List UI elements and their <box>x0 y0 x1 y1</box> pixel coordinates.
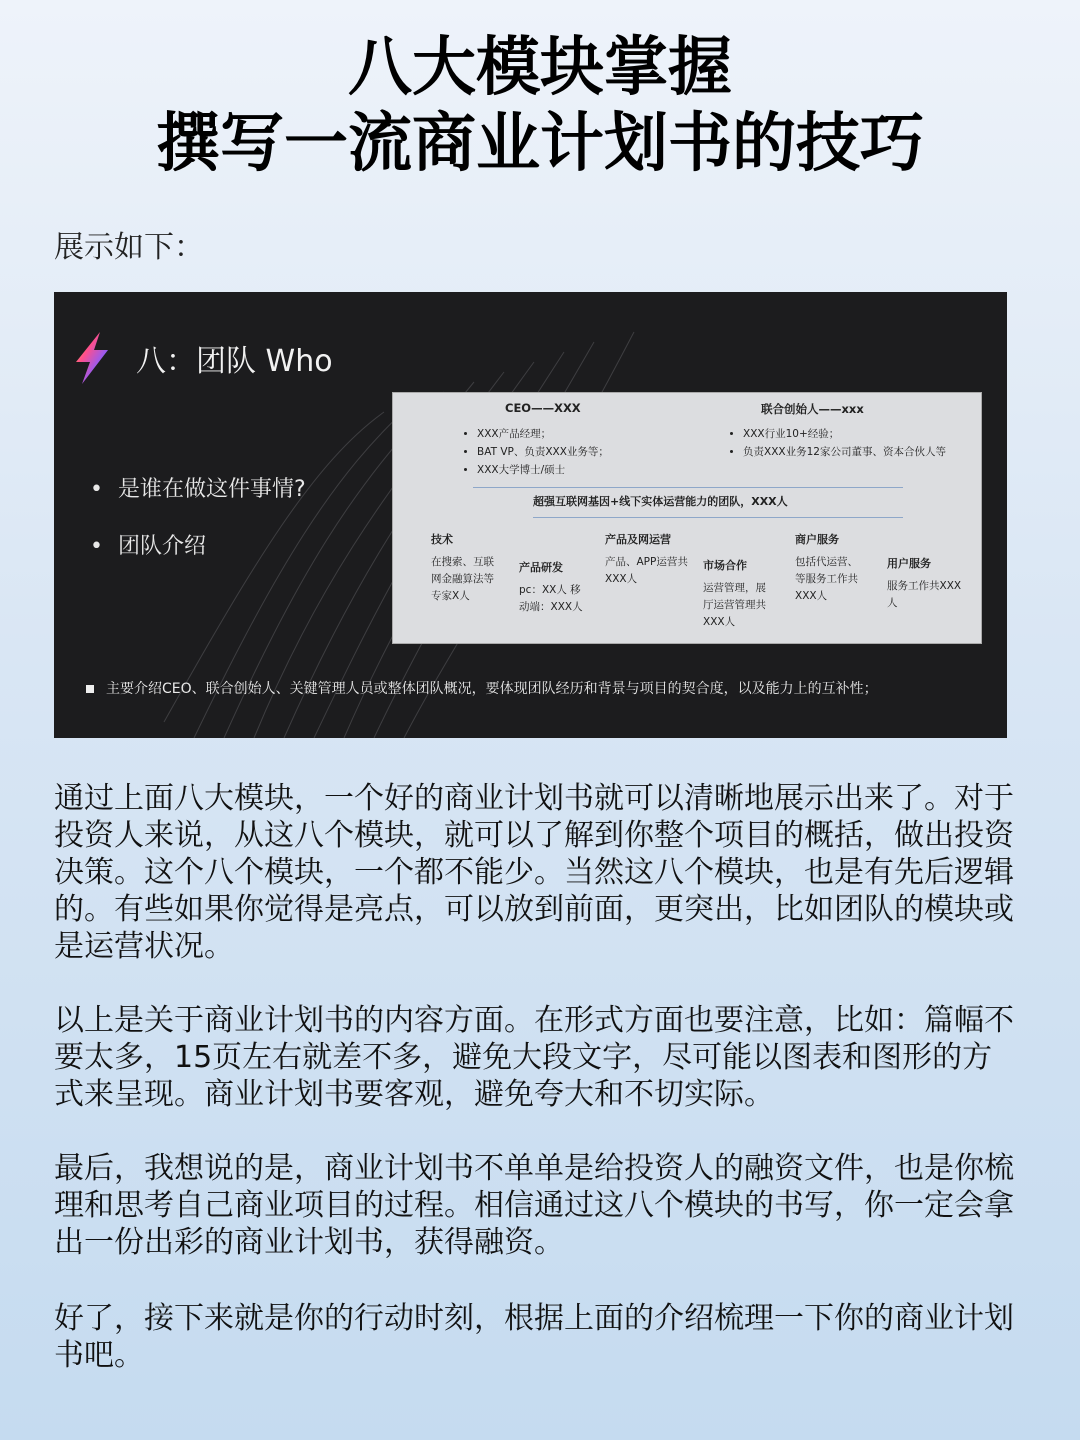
team-column: 产品及网运营 产品、APP运营共XXX人 <box>605 533 688 585</box>
ceo-list: • XXX产品经理； • BAT VP、负责XXX业务等； • XXX大学博士/硕士 <box>463 425 697 479</box>
square-bullet-icon <box>86 685 94 693</box>
team-column: 产品研发 pc：XX人 移动端：XXX人 <box>519 561 583 613</box>
paragraph: 以上是关于商业计划书的内容方面。在形式方面也要注意，比如：篇幅不要太多，15页左右就差不多，避免大段文字，尽可能以图表和图形的方式来呈现。商业计划书要客观，避免夸大和不切实际。 <box>54 1003 1014 1112</box>
logo-icon <box>68 328 114 388</box>
slide-bullet: • 团队介绍 <box>90 534 207 559</box>
cofounder-list: • XXX行业10+经验； • 负责XXX业务12家公司董事、资本合伙人等 <box>729 425 973 461</box>
team-column: 技术 在搜索、互联网金融算法等专家X人 <box>431 533 494 602</box>
team-column: 市场合作 运营管理，展厅运营管理共XXX人 <box>703 559 766 628</box>
cofounder-heading: 联合创始人——xxx <box>761 402 864 416</box>
title-line-1: 八大模块掌握 <box>348 31 732 105</box>
slide-bullets <box>90 472 306 586</box>
slide-bullet: • 是谁在做这件事情? <box>90 477 306 502</box>
divider <box>473 487 903 488</box>
team-slogan: 超强互联网基因+线下实体运营能力的团队，XXX人 <box>533 495 788 508</box>
slide-image <box>54 292 1007 738</box>
title-line-2: 撰写一流商业计划书的技巧 <box>156 107 924 181</box>
team-panel <box>392 392 982 644</box>
intro-text: 展示如下： <box>54 230 204 265</box>
paragraph: 好了，接下来就是你的行动时刻，根据上面的介绍梳理一下你的商业计划书吧。 <box>54 1301 1014 1373</box>
ceo-heading: CEO——XXX <box>505 401 581 415</box>
page-title <box>0 30 1080 182</box>
paragraph: 最后，我想说的是，商业计划书不单单是给投资人的融资文件，也是你梳理和思考自己商业项目的过程。相信通过这八个模块的书写，你一定会拿出一份出彩的商业计划书，获得融资。 <box>54 1151 1014 1260</box>
divider <box>533 517 903 518</box>
slide-footnote: 主要介绍CEO、联合创始人、关键管理人员或整体团队概况，要体现团队经历和背景与项目的契合度，以及能力上的互补性； <box>86 678 986 700</box>
team-column: 商户服务 包括代运营、等服务工作共XXX人 <box>795 533 858 602</box>
team-column: 用户服务 服务工作共XXX人 <box>887 557 962 609</box>
paragraph: 通过上面八大模块，一个好的商业计划书就可以清晰地展示出来了。对于投资人来说，从这八个模块，就可以了解到你整个项目的概括，做出投资决策。这个八个模块，一个都不能少。当然这八个模块，也是有先后逻辑的。有些如果你觉得是亮点，可以放到前面，更突出，比如团队的模块或是运营状况。 <box>54 781 1014 964</box>
slide-title: 八：团队 Who <box>136 344 333 379</box>
